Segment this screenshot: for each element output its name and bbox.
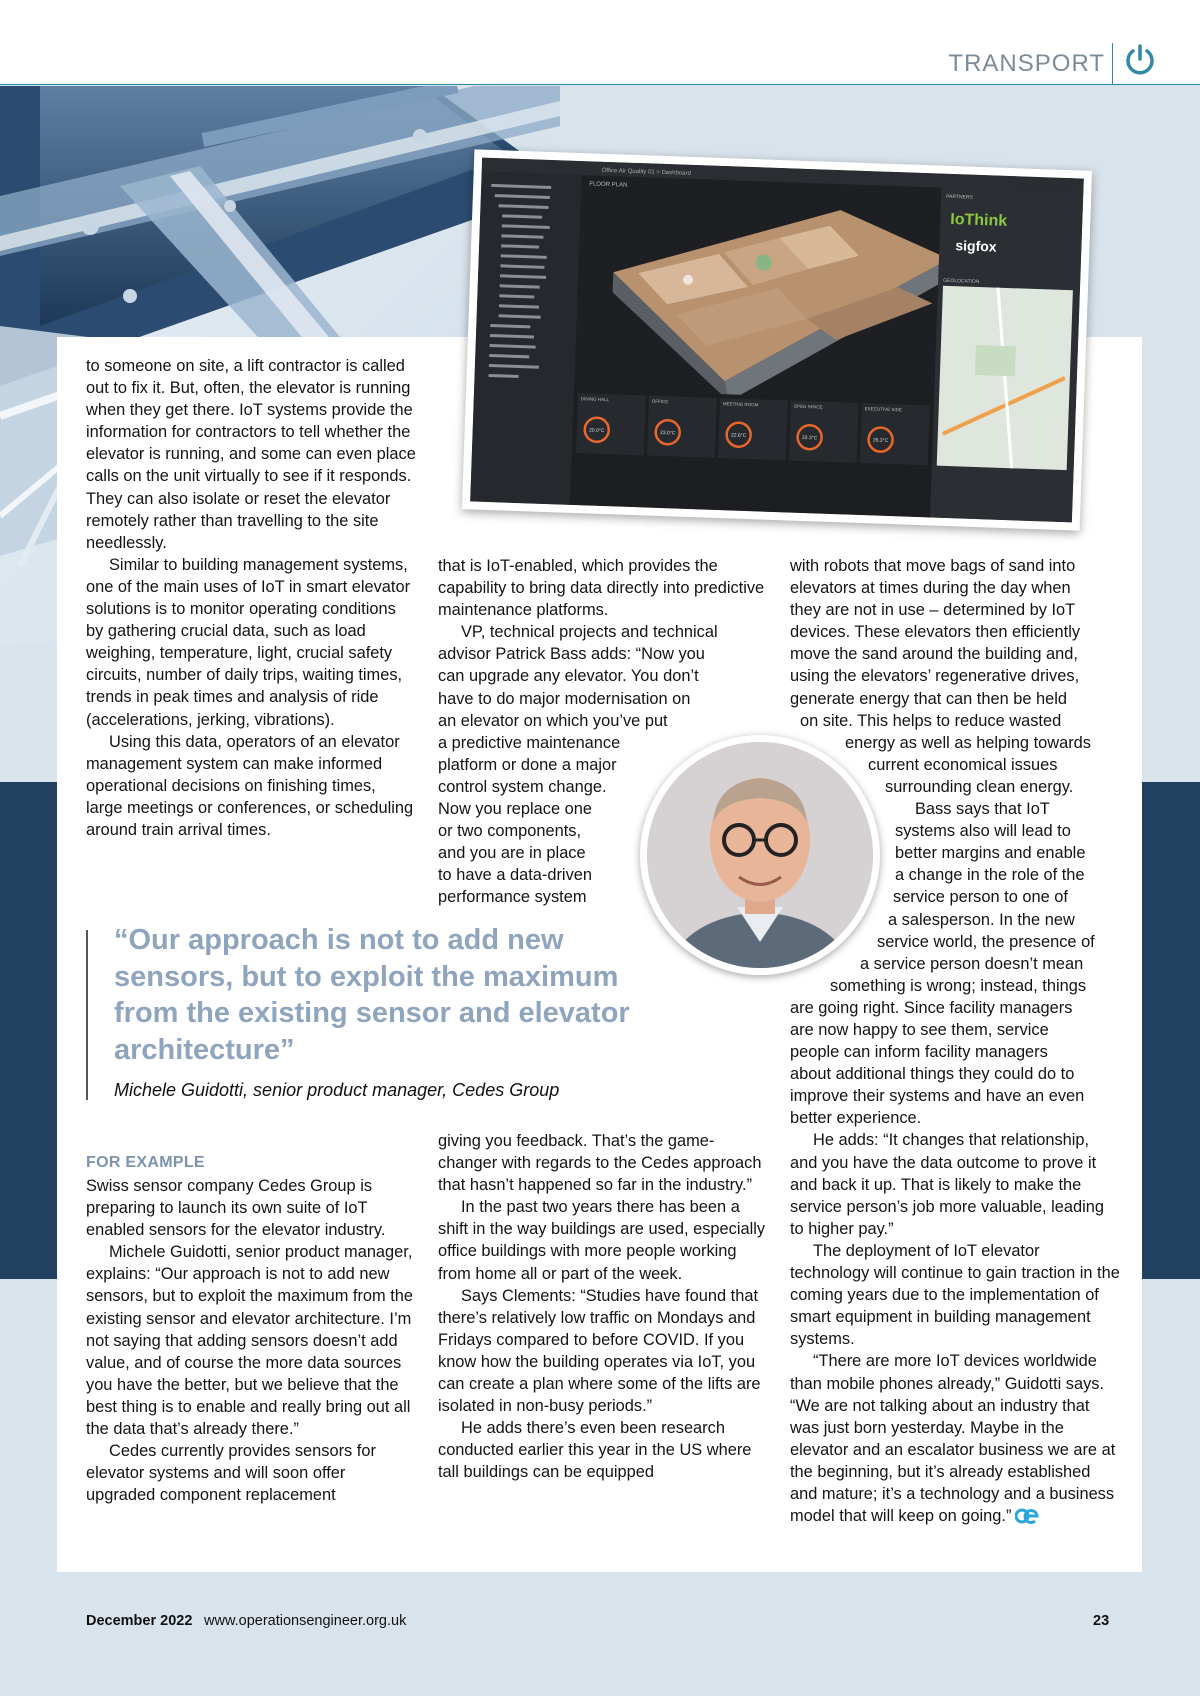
paragraph xyxy=(790,1350,1120,1527)
svg-text:sigfox: sigfox xyxy=(955,237,997,255)
text-line: an elevator on which you’ve put xyxy=(438,711,668,730)
paragraph: Similar to building management systems, one of the main uses of IoT in smart elevator solutions is to monitor operating conditions by gathering crucial data, such as load weighing, temperature, light, crucial safety circuits, number of daily trips, waiting times, trends in peak times and analysis of ride (accelerations, jerking, vibrations). xyxy=(86,555,411,729)
page-number: 23 xyxy=(1093,1613,1110,1629)
room-label: OPEN SPACE xyxy=(793,403,823,410)
portrait-image xyxy=(647,742,873,968)
svg-text:GEOLOCATION: GEOLOCATION xyxy=(943,277,980,286)
room-label: DINING HALL xyxy=(580,396,610,403)
text-line: people can inform facility managers xyxy=(790,1043,1048,1062)
text-line: Now you replace one xyxy=(438,800,592,819)
dashboard-frame xyxy=(470,158,1084,523)
article-column-2-bottom xyxy=(438,1130,768,1484)
text-line: VP, technical projects and technical xyxy=(461,623,718,642)
power-icon xyxy=(1122,42,1158,78)
header-divider xyxy=(1112,43,1113,85)
text-line: about additional things they could do to xyxy=(790,1065,1075,1084)
paragraph: Swiss sensor company Cedes Group is preparing to launch its own suite of IoT enabled sensors for the elevator industry. xyxy=(86,1177,386,1240)
text-line: systems also will lead to xyxy=(895,822,1071,841)
text-line: advisor Patrick Bass adds: “Now you xyxy=(438,645,705,664)
text-line: control system change. xyxy=(438,777,607,796)
paragraph: In the past two years there has been a shift in the way buildings are used, especially office buildings with more people working from home all or part of the week. xyxy=(438,1198,766,1283)
closing-quote-text: “There are more IoT devices worldwide than mobile phones already,” Guidotti says. “We are not talking about an industry that was just born yesterday. Maybe in the elevator and an escalator business we are at the beginning, but it’s already established and mature; it’s a technology and a business model that will keep on going.” xyxy=(790,1352,1116,1526)
dashboard-floorplan-label: FLOOR PLAN xyxy=(589,181,628,189)
text-line: are now happy to see them, service xyxy=(790,1020,1049,1039)
portrait-photo xyxy=(640,735,880,975)
text-line: using the elevators’ regenerative drives, xyxy=(790,667,1080,686)
paragraph: The deployment of IoT elevator technology will continue to gain traction in the coming years due to the implementation of smart equipment in building management systems. xyxy=(790,1242,1120,1349)
text-line: energy as well as helping towards xyxy=(845,733,1091,752)
paragraph: He adds: “It changes that relationship, and you have the data outcome to prove it and back it up. That is likely to make the service person’s job more valuable, leading to higher pay.” xyxy=(790,1131,1105,1238)
paragraph: to someone on site, a lift contractor is called out to fix it. But, often, the elevator is running when they get there. IoT systems provide the information for contractors to tell whether the elevator is running, and some can even place calls on the unit virtually to see if it responds. They can also isolate or reset the elevator remotely rather than travelling to the site needlessly. xyxy=(86,357,416,552)
text-line: are going right. Since facility managers xyxy=(790,998,1073,1017)
text-line: improve their systems and have an even xyxy=(790,1087,1085,1106)
text-line: they are not in use – determined by IoT xyxy=(790,601,1076,620)
paragraph: giving you feedback. That’s the game-changer with regards to the Cedes approach that hasn’t happened so far in the industry.” xyxy=(438,1132,762,1195)
room-label: EXECUTIVE SIDE xyxy=(864,406,902,413)
section-subhead: FOR EXAMPLE xyxy=(86,1154,205,1171)
page-header xyxy=(0,0,1200,85)
text-line: platform or done a major xyxy=(438,755,617,774)
text-line: a service person doesn’t mean xyxy=(860,954,1084,973)
text-line: surrounding clean energy. xyxy=(885,777,1074,796)
quote-attribution: Michele Guidotti, senior product manager, Cedes Group xyxy=(114,1080,560,1100)
gauge-value: 22.6°C xyxy=(730,432,747,439)
article-column-1-bottom xyxy=(86,1175,416,1506)
text-line: generate energy that can then be held xyxy=(790,689,1068,708)
text-line: better margins and enable xyxy=(895,844,1086,863)
gauge-value: 23.0°C xyxy=(659,429,676,437)
room-label: MEETING ROOM xyxy=(722,401,759,408)
text-line: and you are in place xyxy=(438,844,586,863)
text-line: with robots that move bags of sand into xyxy=(790,557,1076,575)
paragraph: He adds there’s even been research conducted earlier this year in the US where tall buildings can be equipped xyxy=(438,1419,752,1482)
gauge-value: 20.0°C xyxy=(588,427,605,435)
text-line: service world, the presence of xyxy=(877,932,1095,951)
text-line: elevators at times during the day when xyxy=(790,579,1071,598)
paragraph: Michele Guidotti, senior product manager, explains: “Our approach is not to add new sensors, but to exploit the maximum from the existing sensor and elevator architecture. I’m not saying that adding sensors doesn’t add value, and of course the more data sources you have the better, but we believe that the best thing is to enable and really bring out all the data that’s already there.” xyxy=(86,1243,414,1439)
text-line: devices. These elevators then efficiently xyxy=(790,623,1081,642)
svg-text:PARTNERS: PARTNERS xyxy=(945,193,973,201)
room-label: OFFICE xyxy=(651,398,669,405)
gauge-value: 26.3°C xyxy=(872,437,889,444)
paragraph: that is IoT-enabled, which provides the capability to bring data directly into predictive maintenance platforms. xyxy=(438,557,765,620)
paragraph: Cedes currently provides sensors for elevator systems and will soon offer upgraded component replacement xyxy=(86,1442,376,1505)
pull-quote: “Our approach is not to add new sensors, but to exploit the maximum from the existing sensor and elevator architecture” xyxy=(114,924,630,1066)
text-line: Bass says that IoT xyxy=(915,800,1050,819)
footer-url[interactable]: www.operationsengineer.org.uk xyxy=(204,1613,407,1629)
text-line: can upgrade any elevator. You don’t xyxy=(438,667,699,686)
text-line: better experience. xyxy=(790,1109,922,1128)
text-line: or two components, xyxy=(438,822,582,841)
text-line: performance system xyxy=(438,888,587,907)
footer-date: December 2022 xyxy=(86,1613,193,1629)
article-column-1 xyxy=(86,355,416,841)
dashboard-screenshot xyxy=(462,149,1092,530)
text-line: on site. This helps to reduce wasted xyxy=(800,711,1062,730)
text-line: service person to one of xyxy=(893,888,1068,907)
text-line: a predictive maintenance xyxy=(438,733,621,752)
paragraph: Using this data, operators of an elevator management system can make informed operational decisions on finishing times, large meetings or conferences, or scheduling around train arrival times. xyxy=(86,732,414,839)
text-line: something is wrong; instead, things xyxy=(830,976,1087,995)
section-label: TRANSPORT xyxy=(948,50,1105,77)
quote-bar xyxy=(86,930,88,1100)
text-line: to have a data-driven xyxy=(438,866,592,885)
text-line: current economical issues xyxy=(868,755,1058,774)
dashboard-title: Office Air Quality 01 > Dashboard xyxy=(601,167,691,177)
text-line: a salesperson. In the new xyxy=(888,910,1075,929)
gauge-value: 23.3°C xyxy=(801,434,818,442)
svg-text:IoThink: IoThink xyxy=(950,210,1008,230)
paragraph: Says Clements: “Studies have found that there’s relatively low traffic on Mondays and Fridays compared to before COVID. If you know how the building operates via IoT, you can create a plan where some of the lifts are isolated in non-busy periods.” xyxy=(438,1286,761,1416)
text-line: a change in the role of the xyxy=(895,866,1085,885)
text-line: have to do major modernisation on xyxy=(438,689,691,708)
article-column-3-bottom xyxy=(790,1240,1120,1527)
oe-logo-icon xyxy=(1015,1508,1039,1524)
text-line: move the sand around the building and, xyxy=(790,645,1078,664)
